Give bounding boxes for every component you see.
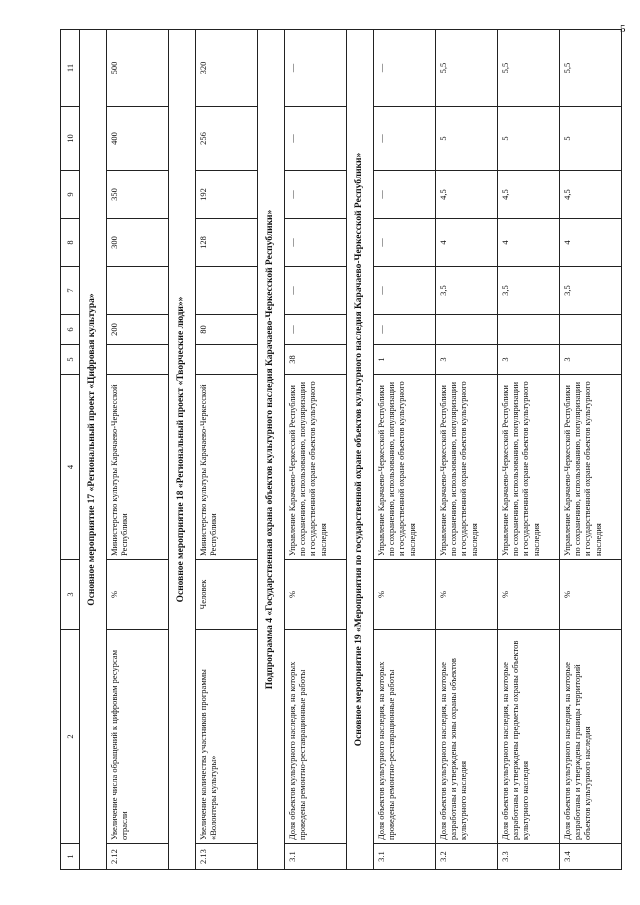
table-cell: 192 [196, 171, 258, 219]
table-cell: 4,5 [498, 171, 560, 219]
table-cell: 320 [196, 30, 258, 107]
table-row [374, 30, 436, 870]
col-header: 11 [61, 30, 80, 107]
table-cell: Доля объектов культурного наследия, на которые разработаны и утверждены предметы охраны объектов культурного наследия [498, 630, 560, 844]
table-cell: 5 [560, 107, 622, 171]
table-cell: 80 [196, 315, 258, 345]
table-row [560, 30, 622, 870]
table-cell: Доля объектов культурного наследия, на которых проведены ремонтно-реставрационные работы [285, 630, 347, 844]
table-cell [107, 345, 169, 375]
section-row [169, 30, 196, 870]
table-cell: % [285, 560, 347, 630]
table-cell: 350 [107, 171, 169, 219]
section-row [347, 30, 374, 870]
table-cell: 5 [498, 107, 560, 171]
table-cell: — [285, 267, 347, 315]
section-title: Основное мероприятие 18 «Региональный проект «Творческие люди»» [169, 30, 196, 870]
table-cell: 5 [436, 107, 498, 171]
table-cell: 500 [107, 30, 169, 107]
table-cell: 38 [285, 345, 347, 375]
rotated-table-wrapper [60, 30, 610, 870]
table-cell: 3,5 [436, 267, 498, 315]
table-cell: 400 [107, 107, 169, 171]
table-cell [107, 267, 169, 315]
table-cell: 4 [436, 219, 498, 267]
table-cell: 3.3 [498, 844, 560, 870]
table-cell: 3.4 [560, 844, 622, 870]
table-row [285, 30, 347, 870]
table-cell: Министерство культуры Карачаево-Черкесской Республики [196, 375, 258, 560]
page-number: 5 [620, 23, 626, 35]
table-cell: 256 [196, 107, 258, 171]
table-row [436, 30, 498, 870]
col-header: 1 [61, 844, 80, 870]
table-cell: 200 [107, 315, 169, 345]
table-cell: Доля объектов культурного наследия, на которые разработаны и утверждены границы территорий объектов культурного наследия [560, 630, 622, 844]
table-cell: — [374, 267, 436, 315]
table-cell [196, 345, 258, 375]
table-cell: 3.2 [436, 844, 498, 870]
header-row [61, 30, 80, 870]
table-cell: Управление Карачаево-Черкесской Республики по сохранению, использованию, популяризации и государственной охране объектов культурного наследия [498, 375, 560, 560]
table-cell: 1 [374, 345, 436, 375]
table-cell: % [436, 560, 498, 630]
table-cell: 3,5 [498, 267, 560, 315]
table-cell [196, 267, 258, 315]
table-cell: Управление Карачаево-Черкесской Республики по сохранению, использованию, популяризации и государственной охране объектов культурного наследия [374, 375, 436, 560]
section-title: Основное мероприятие 19 «Мероприятия по государственной охране объектов культурного наследия Карачаево-Черкесской Республики» [347, 30, 374, 870]
table-row [107, 30, 169, 870]
table-cell: Министерство культуры Карачаево-Черкесской Республики [107, 375, 169, 560]
col-header: 8 [61, 219, 80, 267]
table-cell: — [374, 315, 436, 345]
col-header: 2 [61, 630, 80, 844]
section-row [258, 30, 285, 870]
table-cell: 3 [498, 345, 560, 375]
table-cell: 3,5 [560, 267, 622, 315]
table-cell: Управление Карачаево-Черкесской Республики по сохранению, использованию, популяризации и государственной охране объектов культурного наследия [436, 375, 498, 560]
col-header: 10 [61, 107, 80, 171]
table-cell [498, 315, 560, 345]
table-cell: Человек [196, 560, 258, 630]
table-cell: — [285, 30, 347, 107]
table-cell: 2.12 [107, 844, 169, 870]
table-cell: — [285, 219, 347, 267]
table-cell: — [285, 171, 347, 219]
table-cell: % [498, 560, 560, 630]
table-cell [560, 315, 622, 345]
section-title: Основное мероприятие 17 «Региональный проект «Цифровая культура» [80, 30, 107, 870]
table-cell: 3 [436, 345, 498, 375]
table-cell: Управление Карачаево-Черкесской Республики по сохранению, использованию, популяризации и государственной охране объектов культурного наследия [560, 375, 622, 560]
col-header: 5 [61, 345, 80, 375]
col-header: 6 [61, 315, 80, 345]
table-cell: 2.13 [196, 844, 258, 870]
table-cell: Увеличение количества участников программы «Волонтеры культуры» [196, 630, 258, 844]
table-cell: 3.1 [285, 844, 347, 870]
table-cell: 300 [107, 219, 169, 267]
table-cell: 4,5 [560, 171, 622, 219]
table-cell: 4 [498, 219, 560, 267]
table-cell: — [374, 107, 436, 171]
table-cell: — [285, 107, 347, 171]
table-cell: — [374, 30, 436, 107]
section-row [80, 30, 107, 870]
table-cell [436, 315, 498, 345]
table-cell: % [107, 560, 169, 630]
table-cell: Увеличение числа обращений к цифровым ресурсам отрасли [107, 630, 169, 844]
indicators-table [60, 29, 622, 870]
table-cell: — [374, 219, 436, 267]
table-cell: Доля объектов культурного наследия, на которых проведены ремонтно-реставрационные работы [374, 630, 436, 844]
table-cell: % [374, 560, 436, 630]
table-cell: % [560, 560, 622, 630]
table-cell: 3 [560, 345, 622, 375]
table-cell: 4,5 [436, 171, 498, 219]
table-cell: — [285, 315, 347, 345]
table-cell: 3.1 [374, 844, 436, 870]
col-header: 7 [61, 267, 80, 315]
table-cell: — [374, 171, 436, 219]
table-cell: 128 [196, 219, 258, 267]
table-cell: 5,5 [436, 30, 498, 107]
col-header: 3 [61, 560, 80, 630]
table-cell: Управление Карачаево-Черкесской Республики по сохранению, использованию, популяризации и государственной охране объектов культурного наследия [285, 375, 347, 560]
table-body [80, 30, 622, 870]
table-cell: 5,5 [498, 30, 560, 107]
col-header: 9 [61, 171, 80, 219]
table-row [498, 30, 560, 870]
table-row [196, 30, 258, 870]
section-title: Подпрограмма 4 «Государственная охрана объектов культурного наследия Карачаево-Черкесской Республики» [258, 30, 285, 870]
table-cell: 5,5 [560, 30, 622, 107]
table-cell: 4 [560, 219, 622, 267]
col-header: 4 [61, 375, 80, 560]
table-cell: Доля объектов культурного наследия, на которые разработаны и утверждены зоны охраны объектов культурного наследия [436, 630, 498, 844]
